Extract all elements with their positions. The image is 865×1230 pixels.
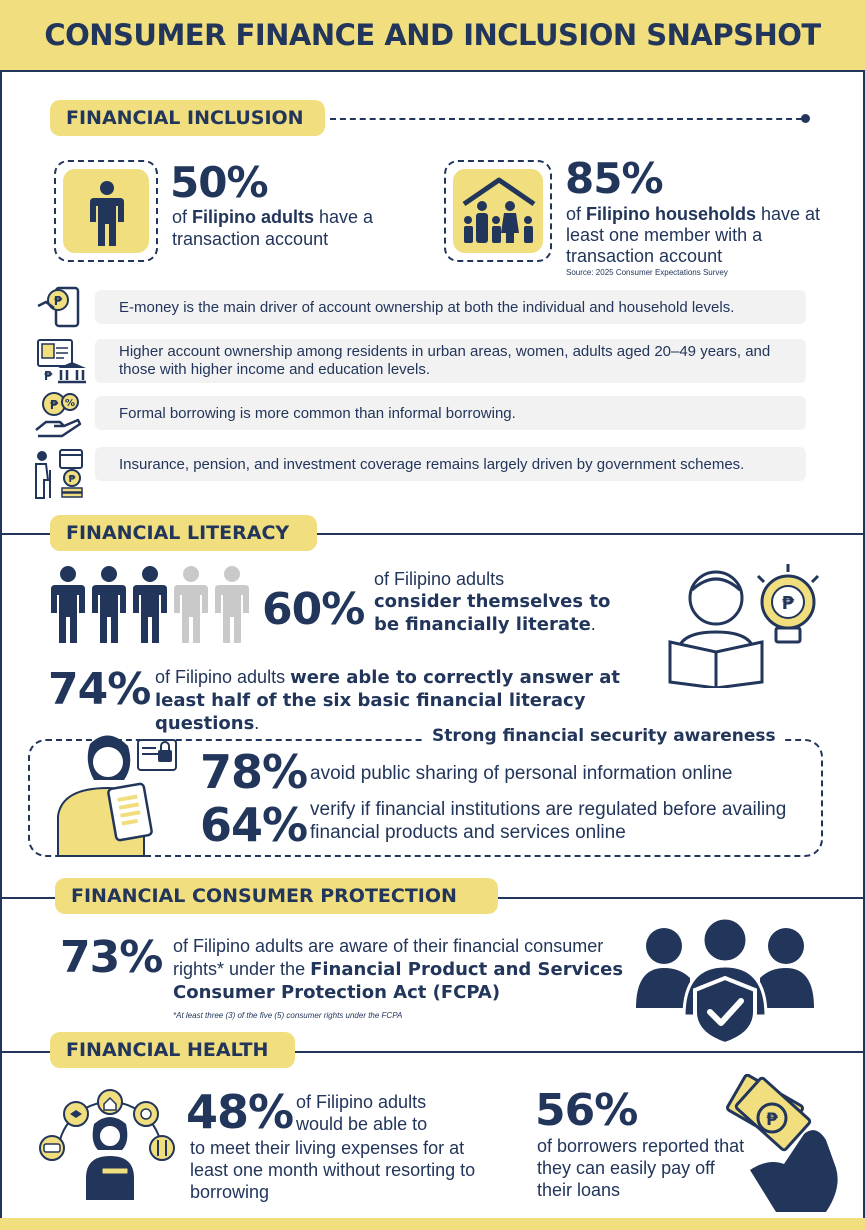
svg-text:%: % — [64, 398, 76, 409]
phone-peso-icon — [36, 284, 84, 330]
protection-percentage: 73% — [60, 932, 163, 983]
svg-text:₱: ₱ — [68, 474, 76, 485]
section-heading-inclusion: FINANCIAL INCLUSION — [50, 100, 325, 136]
adults-description: of Filipino adults have a transaction account — [172, 207, 374, 249]
hand-money-icon — [720, 1074, 858, 1212]
divider-dot — [801, 114, 810, 123]
heading-divider — [330, 118, 802, 120]
woman-tablet-icon — [50, 724, 190, 858]
svg-text:₱: ₱ — [44, 369, 53, 383]
security-text-2: verify if financial institutions are regulated before availing financial products and services online — [310, 799, 787, 843]
households-percentage: 85% — [565, 154, 663, 203]
consumers-shield-icon — [636, 916, 814, 1044]
consider-percentage: 60% — [262, 584, 365, 635]
borrowers-percentage: 56% — [535, 1085, 638, 1136]
security-percentage-2: 64% — [200, 798, 308, 852]
page-title: CONSUMER FINANCE AND INCLUSION SNAPSHOT — [44, 18, 821, 52]
note-borrowing: Formal borrowing is more common than informal borrowing. — [95, 396, 806, 430]
svg-text:₱: ₱ — [781, 593, 795, 614]
section-heading-literacy: FINANCIAL LITERACY — [50, 515, 317, 551]
expenses-percentage: 48% — [186, 1085, 294, 1139]
protection-description: of Filipino adults are aware of their financial consumer rights* under the Financial Product and Services Consumer Protection Act (FCPA) — [173, 936, 624, 1003]
household-icon-box — [444, 160, 552, 262]
left-border — [0, 72, 2, 1218]
svg-text:₱: ₱ — [49, 398, 59, 412]
family-house-icon — [460, 176, 538, 246]
note-ownership: Higher account ownership among residents in urban areas, women, adults aged 20–49 years, and those with higher income and education levels. — [95, 339, 806, 383]
expenses-line-1: of Filipino adults would be able to — [296, 1092, 428, 1134]
page-header — [0, 0, 865, 72]
footer-band — [0, 1218, 865, 1230]
source-note: Source: 2025 Consumer Expectations Survey — [566, 268, 728, 277]
adults-percentage: 50% — [170, 158, 268, 207]
security-percentage-1: 78% — [200, 745, 308, 799]
svg-text:₱: ₱ — [766, 1110, 778, 1130]
answer-description: of Filipino adults were able to correctly answer at least half of the six basic financial literacy questions. — [155, 667, 621, 734]
section-heading-health: FINANCIAL HEALTH — [50, 1032, 295, 1068]
expenses-line-2: to meet their living expenses for at least one month without resorting to borrowing — [190, 1138, 476, 1202]
living-expenses-icon — [38, 1084, 186, 1202]
protection-footnote: *At least three (3) of the five (5) consumer rights under the FCPA — [173, 1011, 403, 1020]
adult-icon-box — [54, 160, 158, 262]
section-heading-protection: FINANCIAL CONSUMER PROTECTION — [55, 878, 498, 914]
elderly-calendar-coins-icon — [28, 446, 86, 500]
security-title: Strong financial security awareness — [424, 726, 784, 746]
id-bank-icon — [36, 338, 88, 384]
people-ratio-icon — [48, 565, 254, 643]
note-coverage: Insurance, pension, and investment coverage remains largely driven by government schemes. — [95, 447, 806, 481]
answer-percentage: 74% — [48, 664, 151, 715]
reader-idea-icon — [664, 560, 834, 688]
security-text-1: avoid public sharing of personal information online — [310, 763, 733, 784]
svg-text:₱: ₱ — [53, 294, 63, 308]
hand-coins-icon — [34, 390, 84, 438]
consider-description: of Filipino adults consider themselves to be financially literate. — [374, 569, 611, 635]
note-emoney: E-money is the main driver of account ownership at both the individual and household levels. — [95, 290, 806, 324]
households-description: of Filipino households have at least one member with a transaction account — [566, 204, 821, 266]
person-icon — [86, 180, 128, 246]
borrowers-description: of borrowers reported that they can easily pay off their loans — [537, 1136, 745, 1200]
